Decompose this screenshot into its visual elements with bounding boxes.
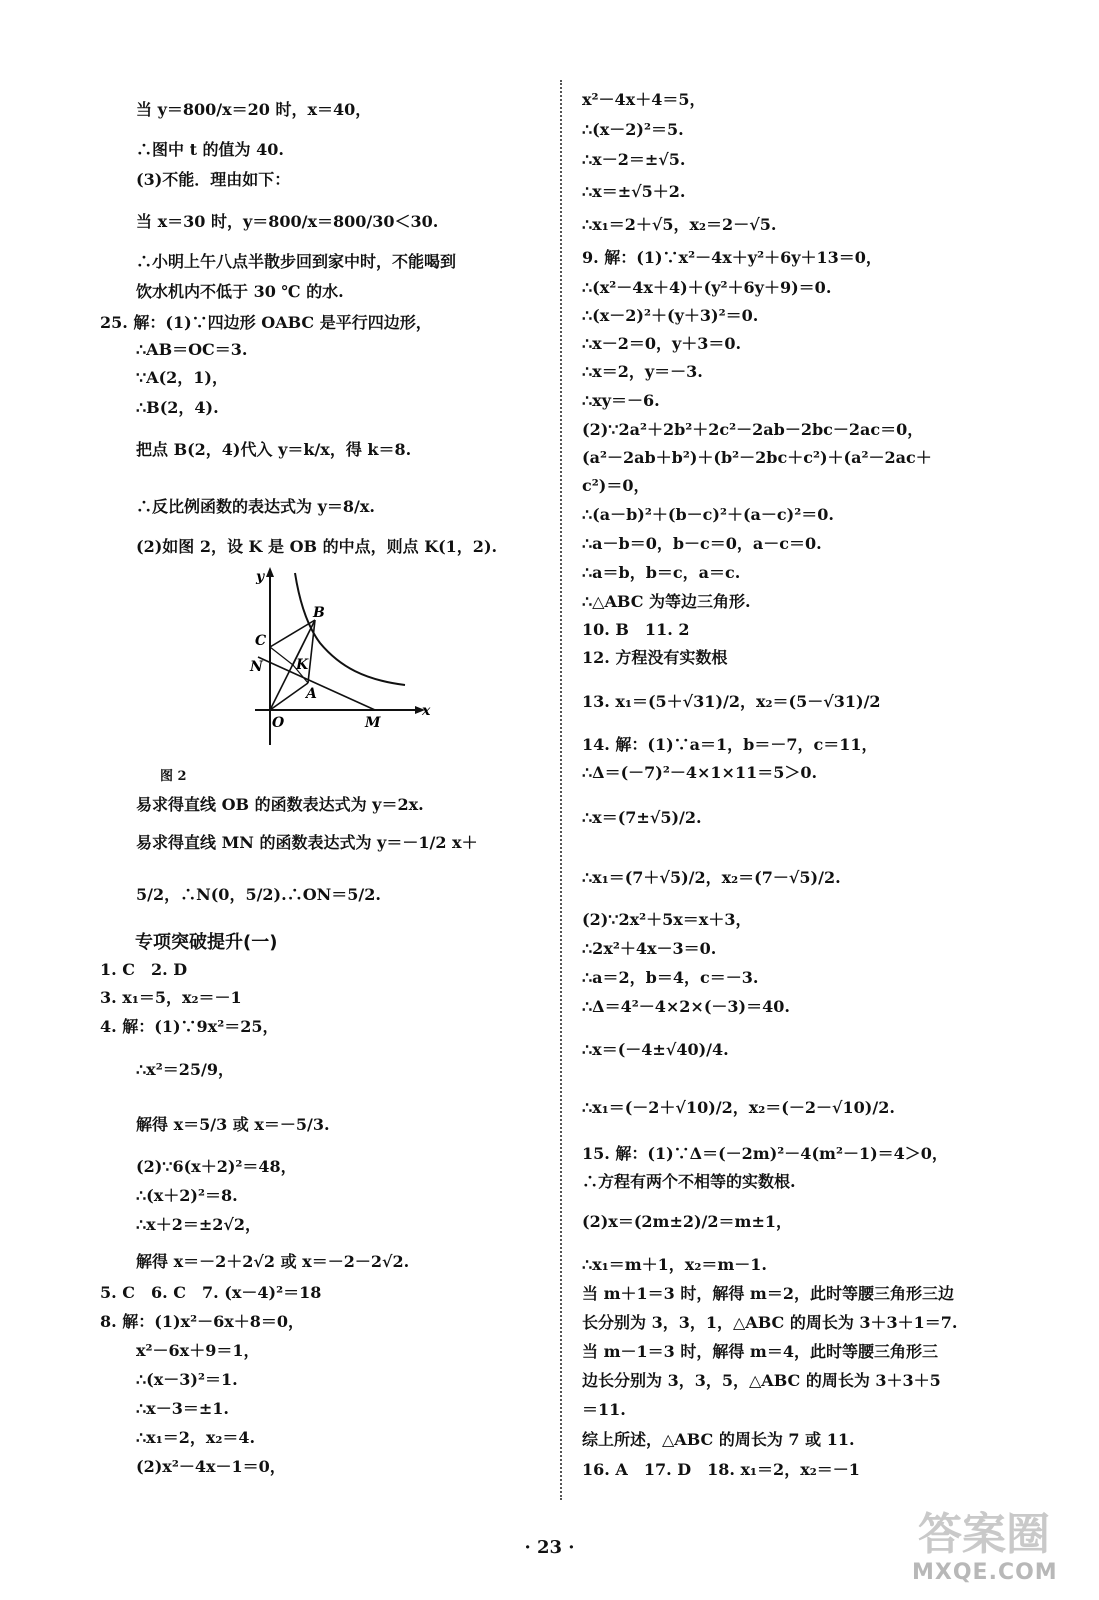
text-line: 5/2，∴N(0，5/2).∴ON＝5/2. xyxy=(136,885,381,904)
text-line: ∴x₁＝2，x₂＝4. xyxy=(136,1428,256,1447)
text-line: (2)x＝(2m±2)/2＝m±1， xyxy=(582,1212,793,1231)
text-line: ∴a－b＝0，b－c＝0，a－c＝0. xyxy=(582,534,822,553)
text-line: (2)∵6(x＋2)²＝48， xyxy=(136,1157,297,1176)
label-O: O xyxy=(272,715,285,731)
label-C: C xyxy=(255,633,267,649)
text-line: 10. B 11. 2 xyxy=(582,620,690,639)
text-line: 5. C 6. C 7. (x－4)²＝18 xyxy=(100,1283,322,1302)
text-line: ∴(x＋2)²＝8. xyxy=(136,1186,238,1205)
text-line: 边长分别为 3，3，5，△ABC 的周长为 3＋3＋5 xyxy=(582,1371,941,1390)
watermark-url: MXQE.COM xyxy=(912,1560,1058,1585)
text-line: ∴图中 t 的值为 40. xyxy=(136,140,284,159)
text-line: ∴方程有两个不相等的实数根. xyxy=(582,1172,796,1191)
text-line: 解得 x＝5/3 或 x＝－5/3. xyxy=(136,1115,330,1134)
text-line: 9. 解：(1)∵x²－4x＋y²＋6y＋13＝0， xyxy=(582,248,882,267)
label-B: B xyxy=(313,605,325,621)
text-line: ∴(x－2)²＋(y＋3)²＝0. xyxy=(582,306,759,325)
text-line: ∴小明上午八点半散步回到家中时，不能喝到 xyxy=(136,252,457,271)
text-line: (3)不能．理由如下： xyxy=(136,170,291,189)
text-line: (2)∵2a²＋2b²＋2c²－2ab－2bc－2ac＝0， xyxy=(582,420,924,439)
text-line: 4. 解：(1)∵9x²＝25， xyxy=(100,1017,279,1036)
text-line: 13. x₁＝(5＋√31)/2，x₂＝(5－√31)/2 xyxy=(582,692,881,711)
text-line: 长分别为 3，3，1，△ABC 的周长为 3＋3＋1＝7. xyxy=(582,1313,958,1332)
text-line: ∴B(2，4). xyxy=(136,398,219,417)
text-line: ∴x－3＝±1. xyxy=(136,1399,229,1418)
text-line: ∴x＝±√5＋2. xyxy=(582,182,686,201)
text-line: 当 m＋1＝3 时，解得 m＝2，此时等腰三角形三边 xyxy=(582,1284,954,1303)
text-line: 15. 解：(1)∵Δ＝(－2m)²－4(m²－1)＝4＞0， xyxy=(582,1144,948,1163)
text-line: ∴x²＝25/9， xyxy=(136,1060,234,1079)
text-line: ∴(x－3)²＝1. xyxy=(136,1370,238,1389)
text-line: ∴x＝(7±√5)/2. xyxy=(582,808,702,827)
text-line: 16. A 17. D 18. x₁＝2，x₂＝－1 xyxy=(582,1460,860,1479)
text-line: (a²－2ab＋b²)＋(b²－2bc＋c²)＋(a²－2ac＋ xyxy=(582,448,932,467)
hyperbola-curve xyxy=(295,573,405,685)
text-line: ∴Δ＝4²－4×2×(－3)＝40. xyxy=(582,997,790,1016)
text-line: ∴反比例函数的表达式为 y＝8/x. xyxy=(136,497,375,516)
text-line: 8. 解：(1)x²－6x＋8＝0， xyxy=(100,1312,305,1331)
text-line: (2)x²－4x－1＝0， xyxy=(136,1457,286,1476)
text-line: (2)如图 2，设 K 是 OB 的中点，则点 K(1，2). xyxy=(136,537,498,556)
text-line: ∴x＝2，y＝－3. xyxy=(582,362,703,381)
text-line: ∴x＋2＝±2√2， xyxy=(136,1215,262,1234)
text-line: 12. 方程没有实数根 xyxy=(582,648,728,667)
text-line: ∴x－2＝0，y＋3＝0. xyxy=(582,334,742,353)
text-line: ∴(a－b)²＋(b－c)²＋(a－c)²＝0. xyxy=(582,505,834,524)
text-line: 当 m－1＝3 时，解得 m＝4，此时等腰三角形三 xyxy=(582,1342,938,1361)
text-line: 综上所述，△ABC 的周长为 7 或 11. xyxy=(582,1430,855,1449)
text-line: ∵A(2，1)， xyxy=(136,368,229,387)
label-M: M xyxy=(365,715,381,731)
label-A: A xyxy=(306,686,317,702)
segment-KC xyxy=(270,647,293,665)
text-line: ∴x₁＝(7＋√5)/2，x₂＝(7－√5)/2. xyxy=(582,868,841,887)
text-line: ∴x₁＝m＋1，x₂＝m－1. xyxy=(582,1255,767,1274)
segment-AO xyxy=(270,683,308,710)
figure-caption: 图 2 xyxy=(160,769,187,784)
text-line: ∴(x²－4x＋4)＋(y²＋6y＋9)＝0. xyxy=(582,278,832,297)
line-MN xyxy=(258,657,375,710)
text-line: ∴a＝2，b＝4，c＝－3. xyxy=(582,968,759,987)
text-line: ∴x－2＝±√5. xyxy=(582,150,686,169)
label-y: y xyxy=(256,569,265,585)
text-line: ∴x＝(－4±√40)/4. xyxy=(582,1040,729,1059)
text-line: 25. 解：(1)∵四边形 OABC 是平行四边形， xyxy=(100,313,432,332)
page-number: · 23 · xyxy=(524,1537,575,1558)
text-line: ∴△ABC 为等边三角形. xyxy=(582,592,751,611)
watermark-logo: 答案圈 xyxy=(918,1509,1050,1560)
text-line: 易求得直线 OB 的函数表达式为 y＝2x. xyxy=(136,795,424,814)
text-line: ∴AB＝OC＝3. xyxy=(136,340,248,359)
y-axis-arrow xyxy=(266,567,274,577)
figure-2-diagram xyxy=(150,565,440,755)
text-line: ∴a＝b，b＝c，a＝c. xyxy=(582,563,741,582)
label-N: N xyxy=(250,659,263,675)
text-line: 1. C 2. D xyxy=(100,960,188,979)
label-K: K xyxy=(296,657,309,673)
text-line: ∴xy＝－6. xyxy=(582,391,660,410)
text-line: (2)∵2x²＋5x＝x＋3， xyxy=(582,910,752,929)
text-line: ∴2x²＋4x－3＝0. xyxy=(582,939,717,958)
text-line: ＝11. xyxy=(582,1400,626,1419)
text-line: c²)＝0， xyxy=(582,476,650,495)
text-line: ∴(x－2)²＝5. xyxy=(582,120,684,139)
text-line: 把点 B(2，4)代入 y＝k/x，得 k＝8. xyxy=(136,440,412,459)
section-title: 专项突破提升(一) xyxy=(135,932,278,953)
text-line: 14. 解：(1)∵a＝1，b＝－7，c＝11， xyxy=(582,735,878,754)
text-line: 当 x＝30 时，y＝800/x＝800/30＜30. xyxy=(136,212,439,231)
text-line: x²－4x＋4＝5， xyxy=(582,90,706,109)
text-line: x²－6x＋9＝1， xyxy=(136,1341,260,1360)
text-line: 当 y＝800/x＝20 时，x＝40， xyxy=(136,100,372,119)
text-line: 解得 x＝－2＋2√2 或 x＝－2－2√2. xyxy=(136,1252,410,1271)
text-line: ∴x₁＝(－2＋√10)/2，x₂＝(－2－√10)/2. xyxy=(582,1098,895,1117)
text-line: 3. x₁＝5，x₂＝－1 xyxy=(100,988,242,1007)
label-x: x xyxy=(422,703,431,719)
text-line: ∴Δ＝(－7)²－4×1×11＝5＞0. xyxy=(582,763,818,782)
column-divider xyxy=(560,80,562,1500)
text-line: 易求得直线 MN 的函数表达式为 y＝－1/2 x＋ xyxy=(136,833,478,852)
text-line: ∴x₁＝2＋√5，x₂＝2－√5. xyxy=(582,215,777,234)
text-line: 饮水机内不低于 30 ℃ 的水. xyxy=(136,282,344,301)
